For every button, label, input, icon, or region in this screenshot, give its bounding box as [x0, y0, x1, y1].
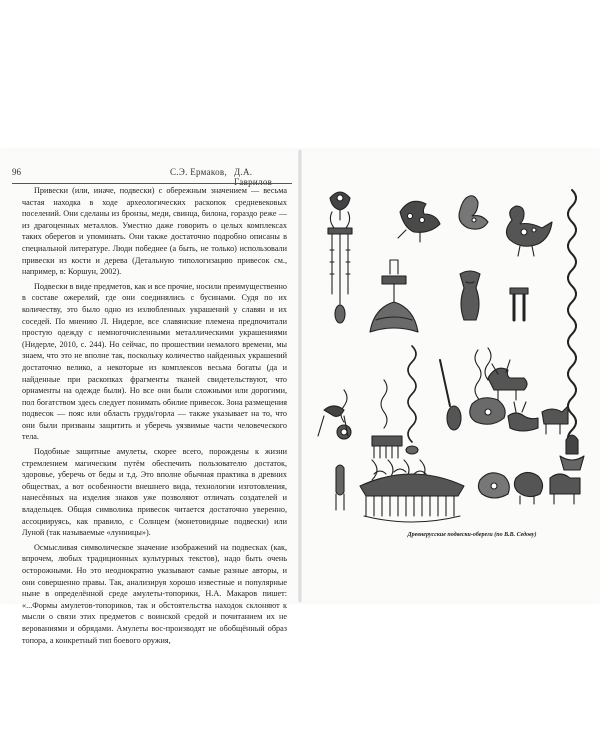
hare-pendant-illustration	[508, 402, 538, 431]
paragraph: Подвески в виде предметов, как и все прочие, носили преимущественно в составе ожерелий, где они соединялись с бусинами. Судя по их количеству, это было одно из излюбленных украшений у славян и их соседей. По мнению Л. Нидерле, все славянские племена предпочитали простую одежду с немногочисленными металлическими украшениями (Нидерле, 2010, с. 244). Но сейчас, по прошествии немалого времени, мы знаем, что это не вполне так, поскольку количество найденных украшений достаточно велико, а некоторые из комплексов весьма богаты (да и найденные при раскопках фрагменты тканей свидетельствуют, что орнаменты на одежде были). Но все они были сложными или дорогими, пол богатством здесь следует понимать обилие привесок. Зона размещения подвесок — пояс или область груди/горла — также указывает на то, что они были призваны защитить и уберечь уязвимые части человеческого тела.	[22, 281, 287, 442]
bird-pendant-illustration-3	[506, 206, 552, 256]
dragon-pendant-illustration	[470, 398, 505, 425]
paragraph: Осмысливая символическое значение изображений на подвесках (как, впрочем, любых традиционных культурных текстов), надо быть очень осторожными. Но это неоднократно указывают самые разные авторы, и они совершенно правы. Так, анализируя хорошо известные и популярные ныне в определённой среде амулеты-топорики, Н.А. Макаров пишет: «...Формы амулетов-топориков, так и обстоятельства находок склоняют к мысли о связи этих предметов с воинской средой и почитанием их не верованиями и обрядами. Амулеты вос-производят не обобщённый образ топора, а конкретный тип боевого оружия,	[22, 542, 287, 645]
paragraph: Подобные защитные амулеты, скорее всего, порождены к жизни стремлением магическим путём обеспечить пользователю достаток, здоровье, уберечь от беды и т.д. Это вполне обычная практика в древних обществах, а вот особенности внешнего вида, технологии изготовления, нанесённых на изделия знаков уже позволяют отличать создателей и владельцев. Общая символика привесок читается достаточно уверенно, ассоциируясь, как правило, с Солнцем (монетовидные подвески) или Луной (так называемые «лунницы»).	[22, 447, 287, 538]
animal-pendant-illustration-1	[478, 473, 509, 498]
chain-illustration-2	[406, 346, 418, 454]
animal-pendant-illustration-2	[514, 472, 542, 504]
running-header	[12, 167, 292, 187]
paragraph: Привески (или, иначе, подвески) с обережным значением — весьма частая находка в ходе археологических раскопок средневековых поселений. Они сделаны из бронзы, меди, свинца, билона, гораздо реже — из драгоценных металлов. Уместно даже говорить о целых комплексах таких оберегов и упоминать. Они также достаточно подробно описаны в специальной литературе. Люди победнее (а быть, не только) использовали привески из кости и дерева (Детальную типологизацию привесок см., например, в: Коршун, 2002).	[22, 186, 287, 277]
ladle-pendant-illustration	[440, 360, 461, 430]
comb-pendant-illustration	[372, 380, 402, 458]
page-number: 96	[12, 167, 21, 177]
left-page	[0, 150, 298, 645]
chain-illustration	[560, 190, 584, 470]
figure-caption: Древнерусские подвески-обереги (по В.В. Седову)	[407, 532, 537, 538]
right-page	[302, 150, 600, 602]
spoon-pendant-illustration	[328, 192, 352, 323]
body-text	[22, 185, 287, 646]
axe-amulet-illustration-2	[460, 271, 480, 320]
large-pendant-illustration	[360, 460, 464, 522]
axe-amulet-illustration-1	[370, 260, 418, 332]
horse-pendant-illustration-2	[542, 406, 568, 434]
author-name-1: С.Э. Ермаков,	[170, 167, 227, 177]
animal-pendant-illustration-3	[550, 474, 580, 504]
bird-pendant-illustration-2	[459, 196, 488, 229]
author-name-2: Д.А. Гаврилов	[234, 167, 273, 187]
bird-pendant-illustration-1	[398, 201, 440, 242]
key-pendant-illustration	[510, 288, 528, 320]
elk-pendant-illustration	[488, 360, 527, 400]
header-rule	[12, 183, 292, 184]
figure-pendant-illustration	[336, 465, 344, 510]
